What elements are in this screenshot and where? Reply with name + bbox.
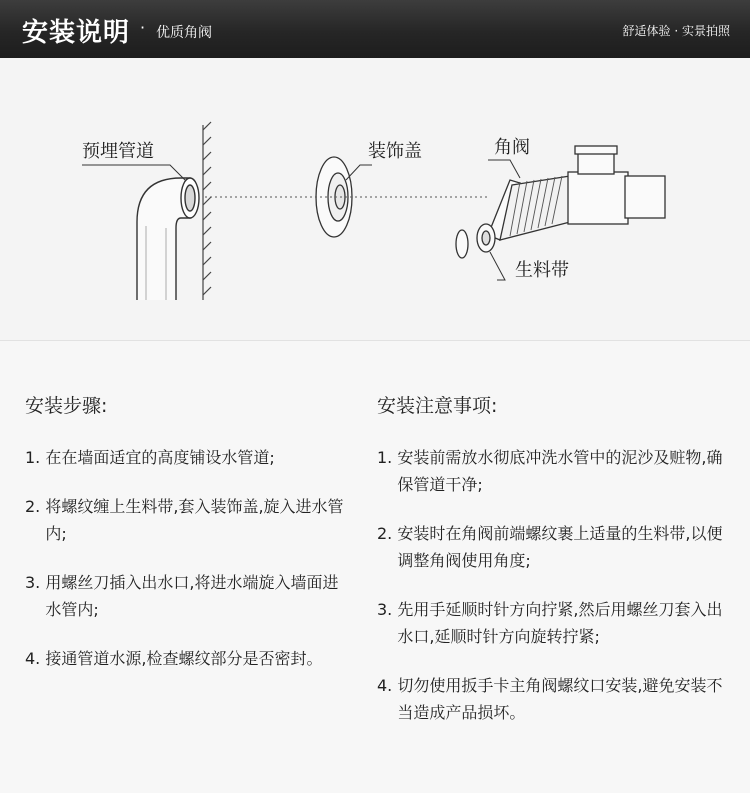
- note-text: 先用手延顺时针方向拧紧,然后用螺丝刀套入出水口,延顺时针方向旋转拧紧;: [397, 600, 723, 646]
- header-tagline: 舒适体验 · 实景拍照: [622, 24, 730, 38]
- step-text: 接通管道水源,检查螺纹部分是否密封。: [45, 649, 323, 668]
- step-number: 4.: [25, 649, 46, 668]
- teflon-tape-label: 生料带: [515, 260, 569, 281]
- notes-column: [377, 391, 732, 748]
- step-text: 用螺丝刀插入出水口,将进水端旋入墙面进水管内;: [45, 573, 339, 619]
- wall-illustration: [203, 122, 211, 300]
- step-number: 3.: [25, 573, 46, 592]
- cover-label: 装饰盖: [368, 141, 422, 162]
- note-number: 1.: [377, 448, 398, 467]
- note-number: 3.: [377, 600, 398, 619]
- angle-valve-illustration: [456, 146, 665, 258]
- step-item: [25, 569, 350, 623]
- note-text: 安装前需放水彻底冲洗水管中的泥沙及赃物,确保管道干净;: [397, 448, 723, 494]
- title-separator: ·: [140, 18, 146, 37]
- steps-column: [25, 391, 350, 694]
- note-item: [377, 520, 732, 574]
- angle-valve-label: 角阀: [494, 137, 530, 158]
- step-number: 1.: [25, 448, 46, 467]
- embedded-pipe-illustration: [137, 178, 199, 300]
- page-title: 安装说明: [22, 18, 131, 48]
- installation-diagram: [0, 58, 750, 340]
- note-item: [377, 596, 732, 650]
- page-subtitle: 优质角阀: [156, 25, 212, 41]
- diagram-svg: [0, 58, 750, 340]
- note-text: 切勿使用扳手卡主角阀螺纹口安装,避免安装不当造成产品损坏。: [397, 676, 723, 722]
- notes-title: 安装注意事项:: [377, 395, 498, 417]
- step-item: [25, 444, 350, 471]
- note-number: 2.: [377, 524, 398, 543]
- step-number: 2.: [25, 497, 46, 516]
- note-number: 4.: [377, 676, 398, 695]
- note-item: [377, 444, 732, 498]
- header-banner: [0, 0, 750, 58]
- step-text: 在在墙面适宜的高度铺设水管道;: [45, 448, 275, 467]
- step-text: 将螺纹缠上生料带,套入装饰盖,旋入进水管内;: [45, 497, 344, 543]
- note-item: [377, 672, 732, 726]
- steps-title: 安装步骤:: [25, 395, 108, 417]
- embedded-pipe-label: 预埋管道: [82, 141, 154, 162]
- note-text: 安装时在角阀前端螺纹裹上适量的生料带,以便调整角阀使用角度;: [397, 524, 723, 570]
- instructions-section: [0, 341, 750, 793]
- step-item: [25, 645, 350, 672]
- step-item: [25, 493, 350, 547]
